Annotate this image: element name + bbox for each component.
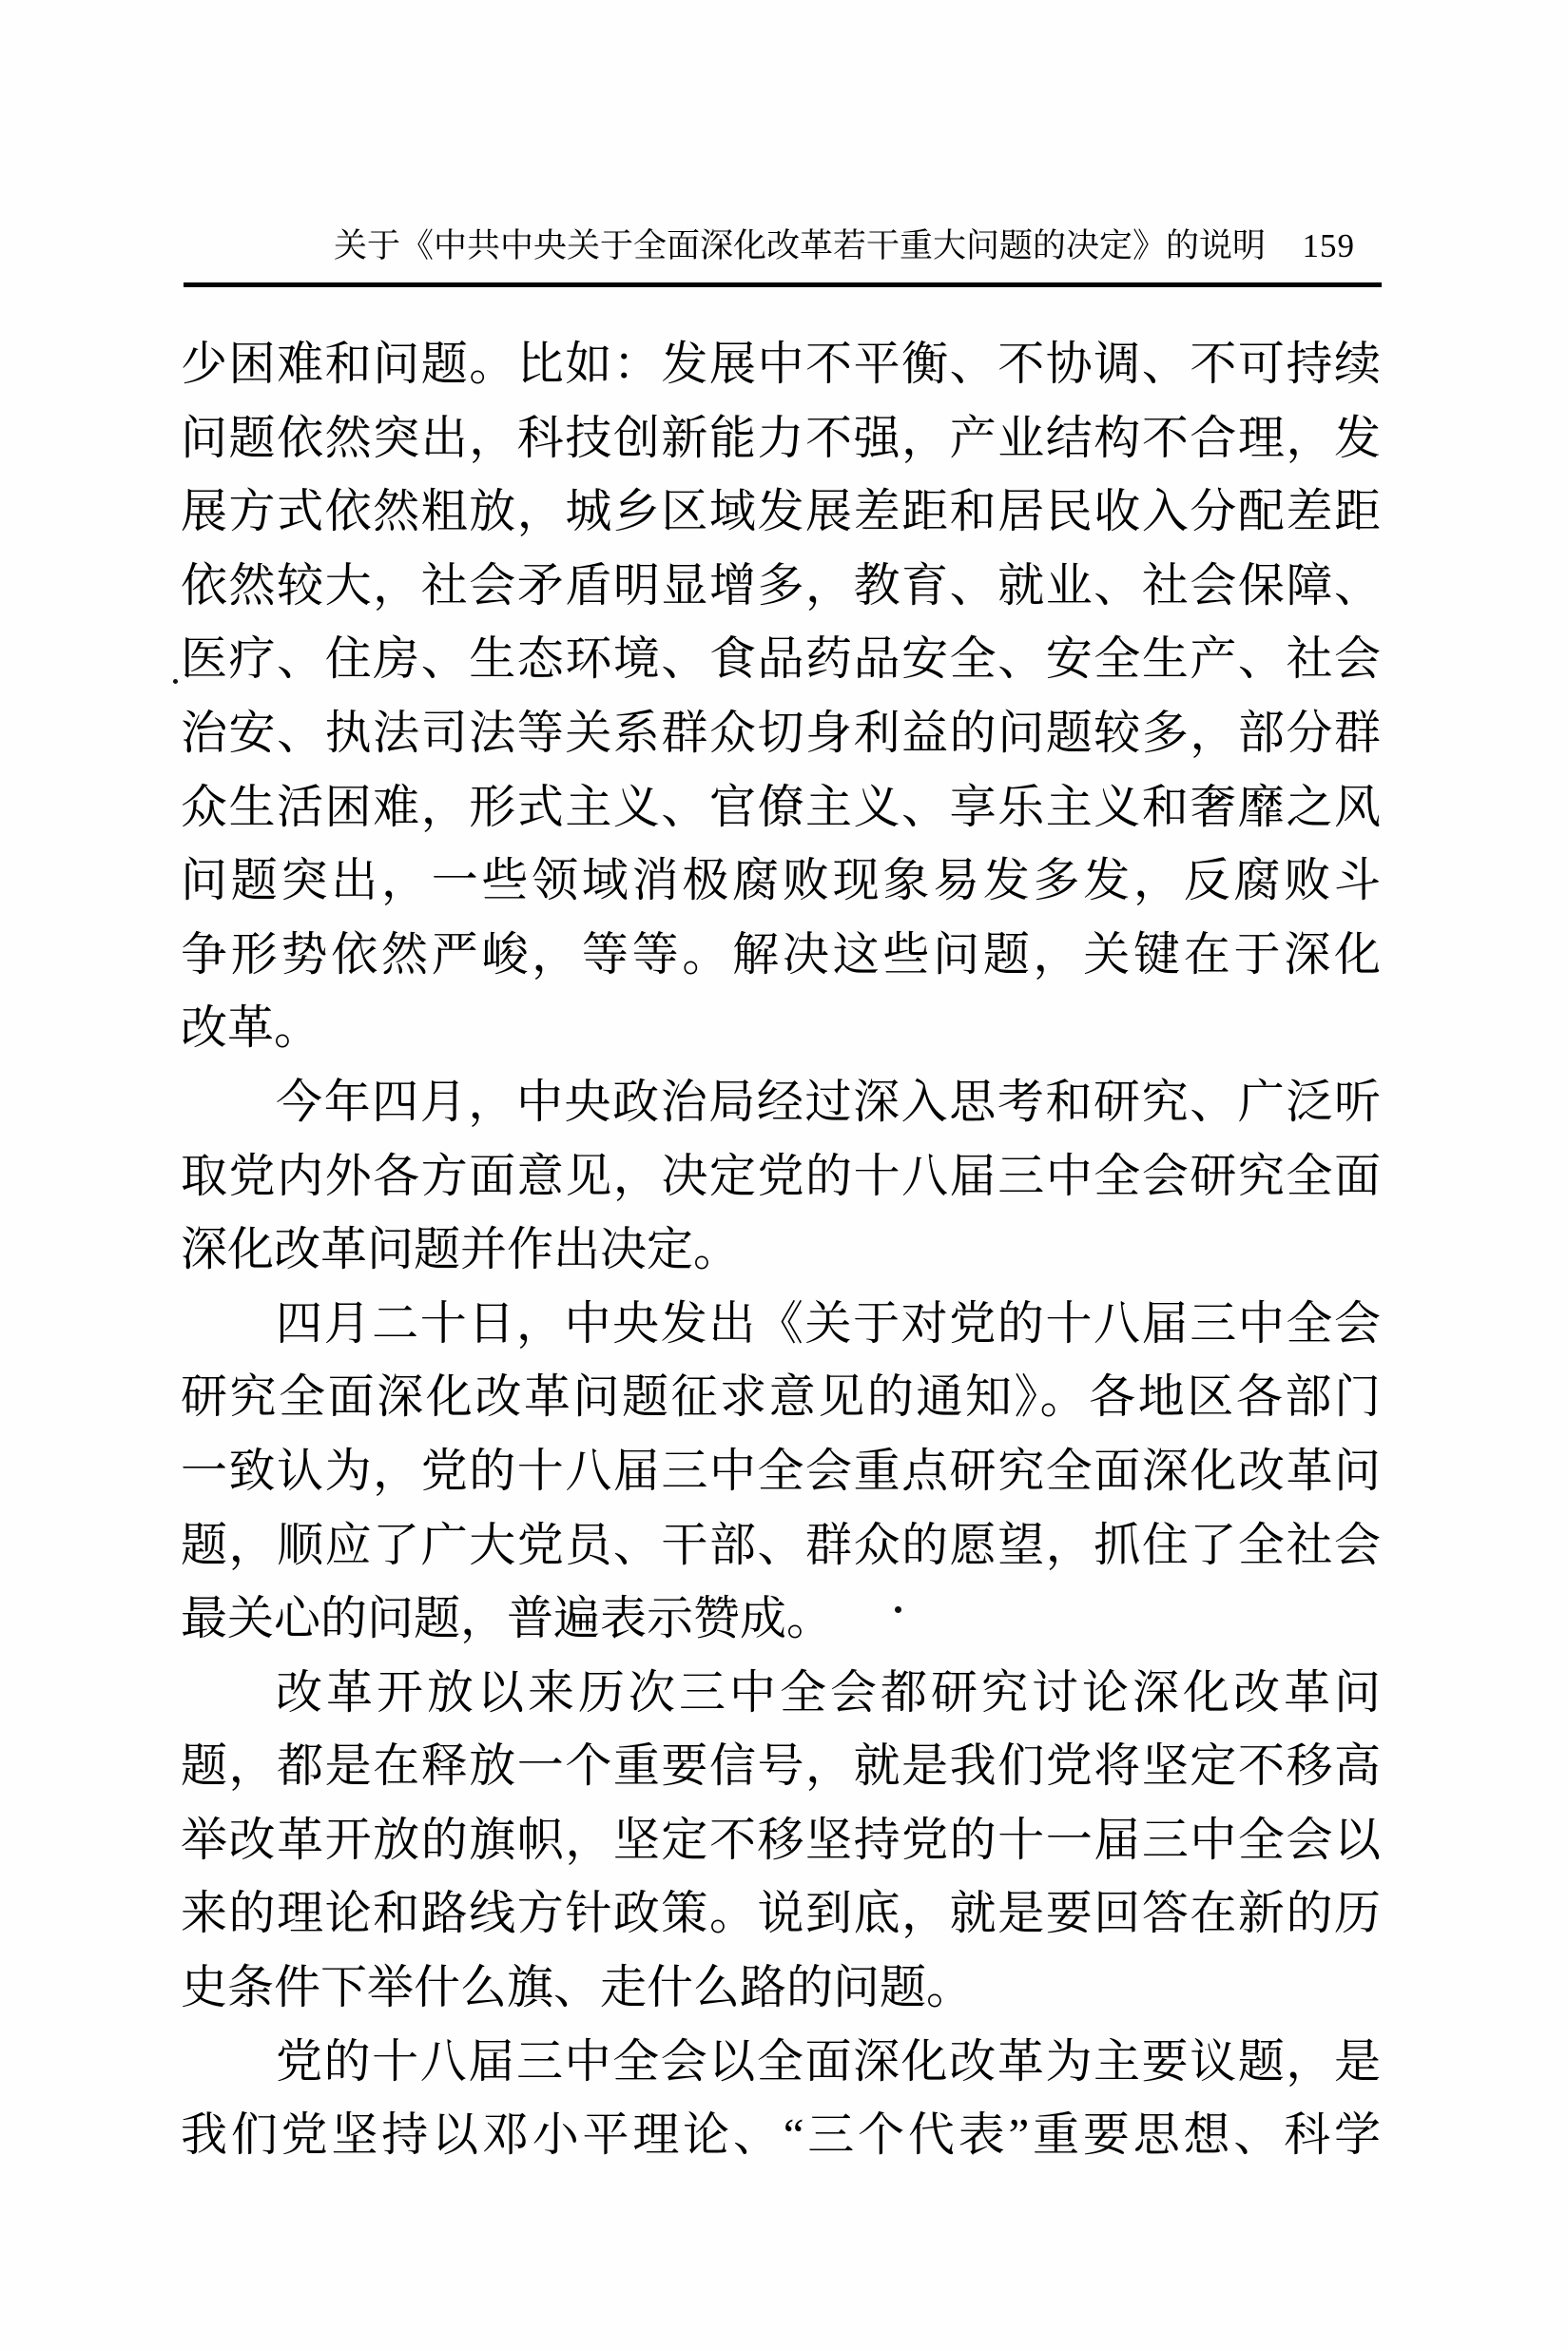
text-line: 少困难和问题。比如：发展中不平衡、不协调、不可持续 (181, 338, 1381, 390)
scan-speck (173, 679, 178, 684)
text-line: 最关心的问题，普遍表示赞成。 (181, 1592, 834, 1645)
text-line: 众生活困难，形式主义、官僚主义、享乐主义和奢靡之风 (181, 780, 1381, 833)
text-line: 展方式依然粗放，城乡区域发展差距和居民收入分配差距 (181, 485, 1381, 538)
text-line: 研究全面深化改革问题征求意见的通知》。各地区各部门 (181, 1370, 1381, 1424)
text-line: 争形势依然严峻，等等。解决这些问题，关键在于深化 (181, 927, 1381, 981)
body-text (181, 327, 1381, 2172)
text-line: 治安、执法司法等关系群众切身利益的问题较多，部分群 (181, 706, 1381, 759)
text-line: 举改革开放的旗帜，坚定不移坚持党的十一届三中全会以 (181, 1813, 1381, 1866)
text-line: 今年四月，中央政治局经过深入思考和研究、广泛听 (276, 1075, 1381, 1128)
text-line: 问题突出，一些领域消极腐败现象易发多发，反腐败斗 (181, 854, 1381, 907)
text-line: 史条件下举什么旗、走什么路的问题。 (181, 1961, 974, 2014)
text-line: 深化改革问题并作出决定。 (181, 1223, 741, 1276)
text-line: 一致认为，党的十八届三中全会重点研究全面深化改革问 (181, 1444, 1381, 1497)
header-page-number: 159 (1302, 227, 1355, 264)
text-line: 问题依然突出，科技创新能力不强，产业结构不合理，发 (181, 411, 1381, 464)
header-title: 关于《中共中央关于全面深化改革若干重大问题的决定》的说明 (333, 227, 1266, 264)
scan-speck (895, 1606, 901, 1613)
text-line: 四月二十日，中央发出《关于对党的十八届三中全会 (276, 1296, 1381, 1350)
text-line: 来的理论和路线方针政策。说到底，就是要回答在新的历 (181, 1887, 1381, 1940)
text-line: 党的十八届三中全会以全面深化改革为主要议题，是 (276, 2034, 1381, 2088)
text-line: 依然较大，社会矛盾明显增多，教育、就业、社会保障、 (181, 558, 1381, 612)
running-header (181, 228, 1381, 270)
text-line: 改革开放以来历次三中全会都研究讨论深化改革问 (276, 1665, 1381, 1719)
header-rule-divider (184, 282, 1382, 287)
text-line: 题，顺应了广大党员、干部、群众的愿望，抓住了全社会 (181, 1518, 1381, 1571)
text-line: 医疗、住房、生态环境、食品药品安全、安全生产、社会 (181, 632, 1381, 686)
text-line: 题，都是在释放一个重要信号，就是我们党将坚定不移高 (181, 1739, 1381, 1793)
text-line: 我们党坚持以邓小平理论、“三个代表”重要思想、科学 (181, 2108, 1381, 2162)
text-line: 取党内外各方面意见，决定党的十八届三中全会研究全面 (181, 1149, 1381, 1202)
text-line: 改革。 (181, 1001, 321, 1055)
